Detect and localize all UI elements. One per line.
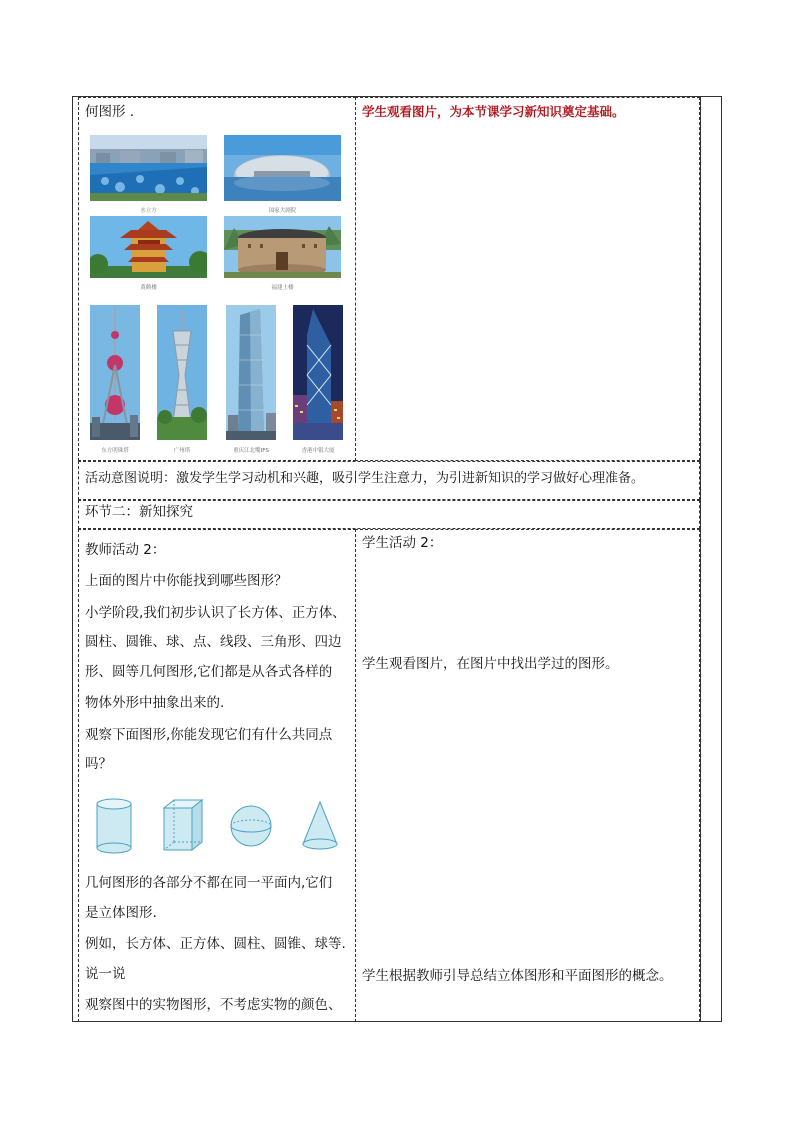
teacher-line: 吗？ xyxy=(85,756,112,772)
photo-caption: 香港中银大厦 xyxy=(301,448,335,454)
stage-heading: 环节二：新知探究 xyxy=(85,504,193,520)
student-line: 学生根据教师引导总结立体图形和平面图形的概念。 xyxy=(362,968,673,984)
teacher-line: 形、圆等几何图形,它们都是从各式各样的 xyxy=(85,664,333,680)
photo-caption: 国家大剧院 xyxy=(268,208,297,214)
oriental-pearl-tower-photo xyxy=(90,305,140,440)
teacher-line: 几何图形的各部分不都在同一平面内,它们 xyxy=(85,875,333,891)
activity-purpose-text: 活动意图说明：激发学生学习动机和兴趣，吸引学生注意力，为引进新知识的学习做好心理准备。 xyxy=(85,471,645,486)
teacher-activity-title: 教师活动 2： xyxy=(85,542,166,558)
chongqing-ifs-photo xyxy=(226,305,276,440)
table-right-rule xyxy=(700,96,701,1022)
teacher-line: 是立体图形. xyxy=(85,905,157,921)
photo-caption: 东方明珠塔 xyxy=(101,448,129,454)
photo-caption: 重庆江北嘴IFS xyxy=(233,448,269,454)
cube-icon xyxy=(162,798,206,852)
yellow-crane-tower-photo xyxy=(90,216,207,278)
photo-caption: 福建土楼 xyxy=(271,285,294,291)
water-cube-photo xyxy=(90,135,207,201)
fujian-tulou-photo xyxy=(224,216,341,278)
cone-icon xyxy=(300,800,340,852)
row1-right-cell xyxy=(355,97,700,461)
student-activity-title: 学生活动 2： xyxy=(362,535,443,551)
grand-theatre-photo xyxy=(224,135,341,201)
teacher-line: 例如，长方体、正方体、圆柱、圆锥、球等. xyxy=(85,936,346,952)
teacher-line: 物体外形中抽象出来的. xyxy=(85,695,225,711)
row1-right-text: 学生观看图片，为本节课学习新知识奠定基础。 xyxy=(362,104,625,119)
photo-caption: 黄鹤楼 xyxy=(140,285,157,291)
student-line: 学生观看图片，在图片中找出学过的图形。 xyxy=(362,656,619,672)
cylinder-icon xyxy=(95,798,135,854)
teacher-line: 上面的图片中你能找到哪些图形？ xyxy=(85,573,288,589)
photo-caption: 广州塔 xyxy=(173,448,191,454)
teacher-line: 小学阶段,我们初步认识了长方体、正方体、 xyxy=(85,605,346,621)
sphere-icon xyxy=(229,804,273,848)
row1-intro-text: 何图形 . xyxy=(85,104,135,120)
teacher-line: 说一说 xyxy=(85,966,126,982)
canton-tower-photo xyxy=(157,305,207,440)
bank-of-china-tower-photo xyxy=(293,305,343,440)
photo-caption: 水立方 xyxy=(140,208,157,214)
teacher-line: 观察图中的实物图形，不考虑实物的颜色、 xyxy=(85,997,342,1013)
teacher-line: 观察下面图形,你能发现它们有什么共同点 xyxy=(85,727,333,743)
row4-right-cell xyxy=(355,529,700,1022)
teacher-line: 圆柱、圆锥、球、点、线段、三角形、四边 xyxy=(85,634,342,650)
